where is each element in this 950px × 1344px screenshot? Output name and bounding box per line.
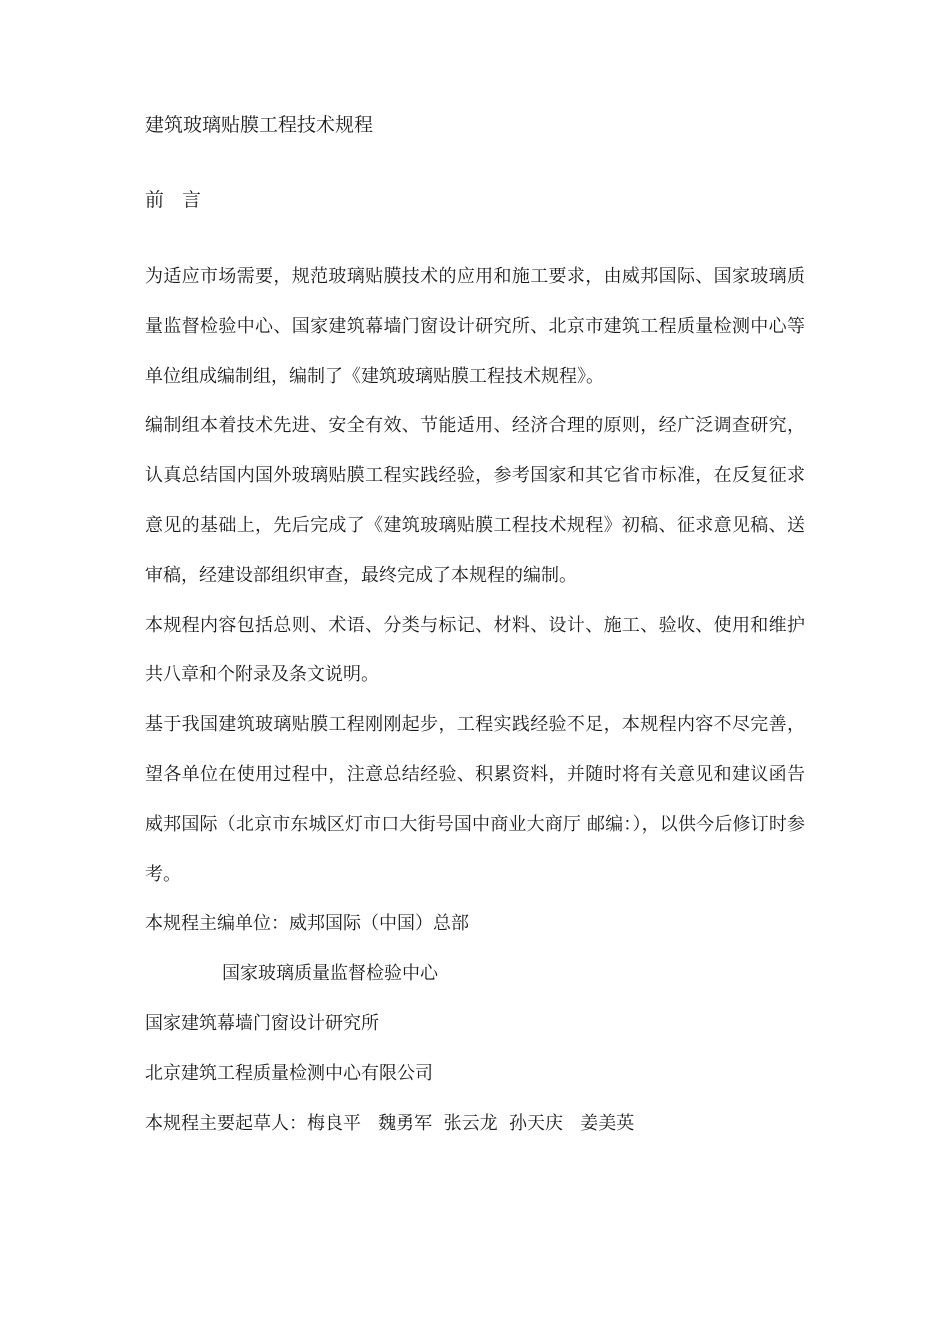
co-editor-unit: 国家玻璃质量监督检验中心 (222, 963, 438, 985)
paragraph-compilation: 编制组本着技术先进、安全有效、节能适用、经济合理的原则，经广泛调查研究，认真总结国内国外玻璃贴膜工程实践经验，参考国家和其它省市标准，在反复征求意见的基础上，先后完成了《建筑玻璃贴膜工程技术规程》初稿、征求意见稿、送审稿，经建设部组织审查，最终完成了本规程的编制。 (145, 415, 805, 586)
paragraph-purpose: 为适应市场需要，规范玻璃贴膜技术的应用和施工要求，由威邦国际、国家玻璃质量监督检验中心、国家建筑幕墙门窗设计研究所、北京市建筑工程质量检测中心等单位组成编制组，编制了《建筑玻璃贴膜工程技术规程》。 (145, 266, 805, 387)
co-editor-unit: 国家建筑幕墙门窗设计研究所 (145, 1012, 379, 1034)
co-editor-unit: 北京建筑工程质量检测中心有限公司 (145, 1062, 433, 1084)
preface-heading: 前言 (145, 189, 220, 211)
preface-body (145, 252, 805, 1148)
drafters-list: 本规程主要起草人：梅良平 魏勇军 张云龙 孙天庆 姜美英 (145, 1112, 635, 1134)
paragraph-contents: 本规程内容包括总则、术语、分类与标记、材料、设计、施工、验收、使用和维护共八章和个附录及条文说明。 (145, 614, 805, 686)
paragraph-feedback: 基于我国建筑玻璃贴膜工程刚刚起步，工程实践经验不足，本规程内容不尽完善，望各单位在使用过程中，注意总结经验、积累资料，并随时将有关意见和建议函告威邦国际（北京市东城区灯市口大街号国中商业大商厅 邮编：），以供今后修订时参考。 (145, 714, 805, 885)
chief-editor-unit: 本规程主编单位：威邦国际（中国）总部 (145, 913, 469, 935)
document-title: 建筑玻璃贴膜工程技术规程 (145, 114, 374, 136)
